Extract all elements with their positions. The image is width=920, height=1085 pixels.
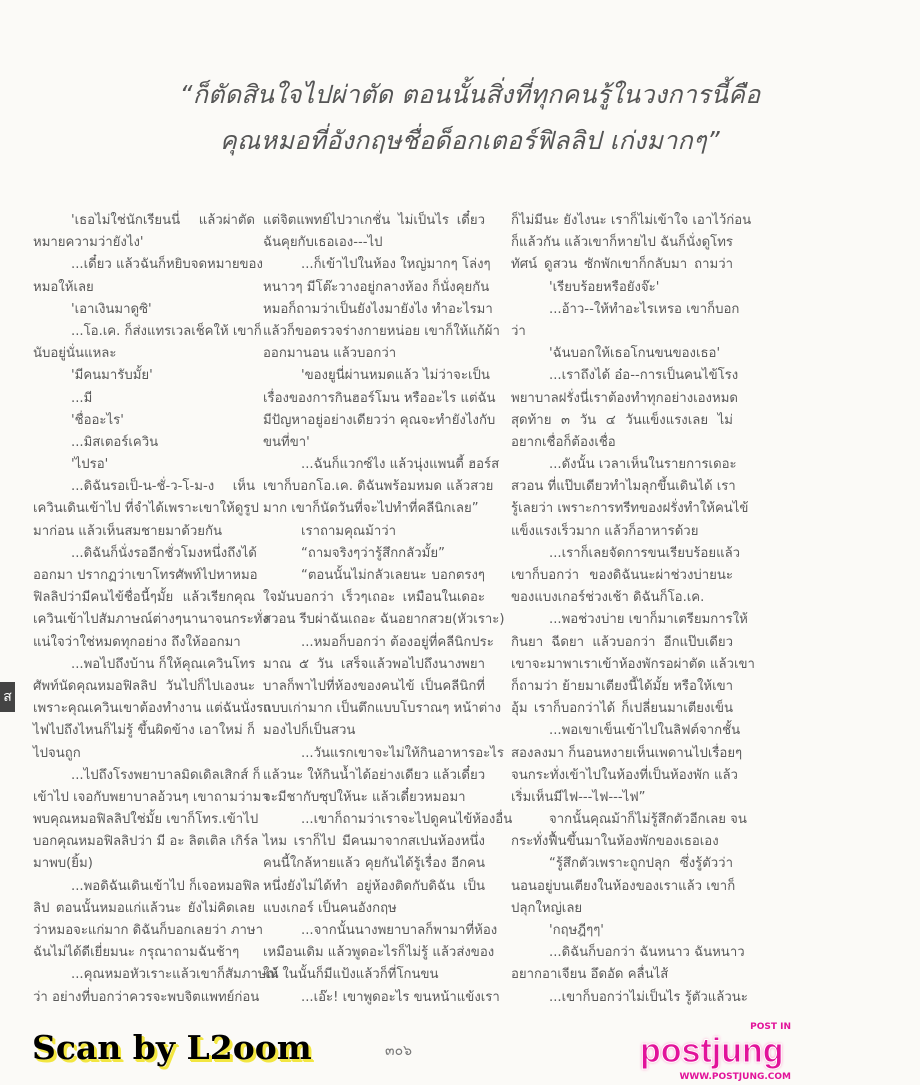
- text-line: ...เดี๋ยว แล้วฉันก็หยิบจดหมายของ: [71, 257, 263, 273]
- text-line: 'ชื่ออะไร': [71, 412, 124, 428]
- text-line: พบคุณหมอฟิลลิปใช่มั้ย เขาก็โทร.เข้าไป: [33, 812, 259, 828]
- text-line: มาพบ(ยิ้ม): [33, 856, 93, 872]
- text-line: ของแบงเกอร์ช่วงเช้า ดิฉันก็โอ.เค.: [511, 590, 705, 606]
- text-line: มาก เขาก็นัดวันที่จะไปทำที่คลีนิกเลย”: [263, 501, 479, 517]
- text-line: พยาบาลฝรั่งนี่เราต้องทำทุกอย่างเองหมด: [511, 390, 738, 406]
- text-line: ...ดิฉันรอเป็-น-ชั่-ว-โ-ม-ง เห็น: [71, 479, 255, 495]
- text-line: 'เรียบร้อยหรือยังจ๊ะ': [549, 279, 660, 295]
- text-line: เริ่มเห็นมีไฟ---ไฟ---ไฟ”: [511, 789, 646, 805]
- article-column-2: [263, 210, 513, 1009]
- text-line: แบงเกอร์ เป็นคนอังกฤษ: [263, 900, 397, 916]
- text-line: 'เธอไม่ใช่นักเรียนนี่ แล้วผ่าตัด: [71, 213, 255, 228]
- text-line: แข็งแรงเร็วมาก แล้วก็อาหารด้วย: [511, 523, 699, 539]
- text-line: เราถามคุณม้าว่า: [301, 523, 397, 539]
- text-line: ...เขาก็บอกว่าไม่เป็นไร รู้ตัวแล้วนะ: [549, 989, 748, 1005]
- text-line: ...ดังนั้น เวลาเห็นในรายการเดอะ: [549, 457, 737, 473]
- page-number: ๓๐๖: [385, 1043, 413, 1059]
- text-line: รู้เลยว่า เพราะการทรีทของฝรั่งทำให้คนไข้: [511, 501, 749, 517]
- postjung-logo-name: postjung: [640, 1032, 784, 1070]
- text-line: ...เอ๊ะ! เขาพูดอะไร ขนหน้าแข้งเรา: [301, 989, 500, 1005]
- text-line: หนึ่งยังไม่ได้ทำ อยู่ห้องติดกับดิฉัน เป็น: [263, 878, 485, 894]
- text-line: แน่ใจว่าใช่หมดทุกอย่าง ถึงให้ออกมา: [33, 634, 241, 650]
- text-line: ไฟไปถึงไหนก็ไม่รู้ ขึ้นผิดข้าง เอาใหม่ ก็: [33, 723, 255, 739]
- text-line: อุ้ม เราก็บอกว่าได้ ก็เปลี่ยนมาเตียงเข็น: [511, 701, 733, 717]
- text-line: 'ฉันบอกให้เธอโกนขนของเธอ': [549, 346, 721, 362]
- text-line: คนนี้ใกล้หายแล้ว คุยกันได้รู้เรื่อง อีกคน: [263, 856, 485, 872]
- text-line: นอนอยู่บนเตียงในห้องของเราแล้ว เขาก็: [511, 878, 736, 894]
- text-line: สุดท้าย ๓ วัน ๔ วันแข็งแรงเลย ไม่: [511, 412, 733, 428]
- text-line: เพราะคุณเควินเขาต้องทำงาน แต่ฉันนั่งรถ: [33, 701, 272, 717]
- text-line: ...วันแรกเขาจะไม่ให้กินอาหารอะไร: [301, 745, 504, 761]
- text-line: ...พอไปถึงบ้าน ก็ให้คุณเควินโทร: [71, 656, 256, 672]
- article-column-1: [33, 210, 279, 1009]
- text-line: ...เราถึงได้ อ๋อ--การเป็นคนไข้โรง: [549, 368, 739, 384]
- text-line: ฟิลลิปว่ามีคนไข้ชื่อนี้ๆมั้ย แล้วเรียกคุณ: [33, 590, 255, 606]
- section-tab: ส: [0, 682, 15, 712]
- text-line: “รู้สึกตัวเพราะถูกปลุก ซึ่งรู้ตัวว่า: [549, 856, 733, 872]
- text-line: แต่จิตแพทย์ไปวาเกชั่น ไม่เป็นไร เดี๋ยว: [263, 213, 485, 228]
- text-line: ไหม เราก็ไป มีคนมาจากสเปนห้องหนึ่ง: [263, 834, 485, 850]
- text-line: เควินเดินเข้าไป ที่จำได้เพราะเขาให้ดูรูป: [33, 501, 259, 517]
- text-line: ลิป ตอนนั้นหมอแก่แล้วนะ ยังไม่คิดเลย: [33, 900, 255, 916]
- text-line: หมายความว่ายังไง': [33, 235, 144, 251]
- text-line: ว่า อย่างที่บอกว่าควรจะพบจิตแพทย์ก่อน: [33, 989, 260, 1005]
- text-line: ...พอช่วงบ่าย เขาก็มาเตรียมการให้: [549, 612, 748, 628]
- text-line: ...คุณหมอหัวเราะแล้วเขาก็สัมภาษณ์: [71, 967, 279, 983]
- text-line: ขนที่ขา': [263, 434, 310, 450]
- text-line: ...ฉันก็แวกซ์ไง แล้วนุ่งแพนตี้ ฮอร์ส: [301, 457, 500, 473]
- text-line: จนกระทั่งเข้าไปในห้องที่เป็นห้องพัก แล้ว: [511, 767, 738, 783]
- text-line: ใจมันบอกว่า เร็วๆเถอะ เหมือนในเดอะ: [263, 590, 485, 606]
- text-line: มาณ ๕ วัน เสร็จแล้วพอไปถึงนางพยา: [263, 656, 485, 672]
- text-line: ...ก็เข้าไปในห้อง ใหญ่มากๆ โล่งๆ: [301, 257, 491, 273]
- text-line: จากนั้นคุณม้าก็ไม่รู้สึกตัวอีกเลย จน: [549, 812, 747, 828]
- text-line: ก็แล้วกัน แล้วเขาก็หายไป ฉันก็นั่งดูโทร: [511, 235, 733, 251]
- text-line: ออกมานอน แล้วบอกว่า: [263, 346, 397, 362]
- text-line: ...มี: [71, 390, 93, 406]
- text-line: หมอให้เลย: [33, 279, 94, 295]
- text-line: มาก่อน แล้วเห็นสมชายมาด้วยกัน: [33, 523, 223, 539]
- postjung-logo-top: POST IN: [750, 1022, 791, 1032]
- text-line: 'ไปรอ': [71, 457, 109, 473]
- text-line: ไปจนถูก: [33, 745, 81, 761]
- text-line: 'มีคนมารับมั้ย': [71, 368, 153, 384]
- article-column-3: [511, 210, 755, 1009]
- text-line: 'ของยูนี่ผ่านหมดแล้ว ไม่ว่าจะเป็น: [301, 368, 490, 384]
- text-line: เขาก็บอกว่า ของดิฉันนะผ่าช่วงบ่ายนะ: [511, 568, 733, 583]
- text-line: อยากเชื่อก็ต้องเชื่อ: [511, 434, 616, 450]
- text-line: ...ดิฉันก็นั่งรออีกชั่วโมงหนึ่งถึงได้: [71, 545, 257, 561]
- pull-quote-line-1: “ก็ตัดสินใจไปผ่าตัด ตอนนั้นสิ่งที่ทุกคนรู้ในวงการนี้คือ: [179, 80, 761, 109]
- text-line: มองไปก็เป็นสวน: [263, 723, 356, 739]
- text-line: ออกมา ปรากฏว่าเขาโทรศัพท์ไปหาหมอ: [33, 568, 258, 583]
- text-line: ...มิสเตอร์เควิน: [71, 434, 159, 450]
- text-line: เขาก็บอกโอ.เค. ดิฉันพร้อมหมด แล้วสวย: [263, 479, 494, 495]
- text-line: บอกคุณหมอฟิลลิปว่า มี อะ ลิตเติล เกิร์ล: [33, 834, 259, 850]
- pull-quote-line-2: คุณหมอที่อังกฤษชื่อด็อกเตอร์ฟิลลิป เก่งมากๆ”: [220, 126, 720, 155]
- text-line: หนาวๆ มีโต๊ะวางอยู่กลางห้อง ก็นั่งคุยกัน: [263, 279, 490, 295]
- text-line: ...โอ.เค. ก็ส่งแทรเวลเช็คให้ เขาก็: [71, 323, 262, 339]
- text-line: ...พอดิฉันเดินเข้าไป ก็เจอหมอฟิล: [71, 878, 260, 894]
- text-line: ...หมอก็บอกว่า ต้องอยู่ที่คลีนิกประ: [301, 634, 494, 650]
- text-line: 'กฤษฎีๆๆ': [549, 923, 604, 938]
- text-line: “ตอนนั้นไม่กลัวเลยนะ บอกตรงๆ: [301, 568, 485, 583]
- text-line: เหมือนเดิม แล้วพูดอะไรก็ไม่รู้ แล้วส่งของ: [263, 945, 495, 961]
- text-line: แล้วนะ ให้กินน้ำได้อย่างเดียว แล้วเดี๋ยว: [263, 767, 486, 783]
- text-line: ...เขาก็ถามว่าเราจะไปดูคนไข้ห้องอื่น: [301, 812, 513, 828]
- text-line: ฉันไม่ได้ดีเยี่ยมนะ กรุณาถามฉันช้าๆ: [33, 945, 240, 961]
- text-line: อยากอาเจียน อึดอัด คลื่นไส้: [511, 967, 669, 983]
- text-line: ...พอเขาเข็นเข้าไปในลิฟต์จากชั้น: [549, 723, 741, 739]
- text-line: แล้วก็ขอตรวจร่างกายหน่อย เขาก็ให้แก้ผ้า: [263, 323, 500, 339]
- text-line: สวอน ที่แป๊บเดียวทำไมลุกขึ้นเดินได้ เรา: [511, 479, 736, 495]
- postjung-logo: [640, 1022, 795, 1084]
- text-line: ฉันคุยกับเธอเอง---ไป: [263, 235, 383, 251]
- postjung-logo-url: WWW.POSTJUNG.COM: [679, 1072, 791, 1082]
- text-line: ศัพท์นัดคุณหมอฟิลลิป วันไปก็ไปเองนะ: [33, 678, 255, 694]
- text-line: ...เราก็เลยจัดการขนเรียบร้อยแล้ว: [549, 545, 741, 561]
- text-line: เข้าไป เจอกับพยาบาลอ้วนๆ เขาถามว่ามา: [33, 789, 269, 805]
- text-line: เควินเข้าไปสัมภาษณ์ต่างๆนานาจนกระทั่ง: [33, 612, 269, 628]
- text-line: ทัศน์ ดูสวน ซักพักเขาก็กลับมา ถามว่า: [511, 257, 733, 273]
- text-line: กินยา ฉีดยา แล้วบอกว่า อีกแป๊บเดียว: [511, 634, 733, 650]
- text-line: กระทั่งฟื้นขึ้นมาในห้องพักของเธอเอง: [511, 834, 719, 850]
- text-line: 'เอาเงินมาดูซิ': [71, 301, 152, 317]
- text-line: ...จากนั้นนางพยาบาลก็พามาที่ห้อง: [301, 923, 498, 938]
- text-line: ก็ไม่มีนะ ยังไงนะ เราก็ไม่เข้าใจ เอาไว้ก่อน: [511, 213, 752, 228]
- text-line: นับอยู่นั่นแหละ: [33, 346, 117, 362]
- scan-watermark: Scan by L2oom: [32, 1028, 312, 1067]
- text-line: หมอก็ถามว่าเป็นยังไงมายังไง ทำอะไรมา: [263, 301, 493, 317]
- text-line: ...ไปถึงโรงพยาบาลมิดเดิลเสิกส์ ก็: [71, 767, 261, 783]
- text-line: ว่าหมอจะแก่มาก ดิฉันก็บอกเลยว่า ภาษา: [33, 923, 264, 938]
- text-line: ให้ ในนั้นก็มีแป้งแล้วก็ที่โกนขน: [263, 967, 439, 983]
- text-line: “ถามจริงๆว่ารู้สึกกลัวมั้ย”: [301, 545, 445, 561]
- text-line: ก็ถามว่า ย้ายมาเตียงนี้ได้มั้ย หรือให้เขา: [511, 678, 733, 694]
- text-line: ...ดิฉันก็บอกว่า ฉันหนาว ฉันหนาว: [549, 945, 745, 961]
- text-line: มีปัญหาอยู่อย่างเดียวว่า คุณจะทำยังไงกับ: [263, 412, 496, 428]
- text-line: ว่า: [511, 323, 526, 339]
- text-line: สวอน รีบผ่าฉันเถอะ ฉันอยากสวย(หัวเราะ): [263, 612, 505, 628]
- text-line: เขาจะมาพาเราเข้าห้องพักรอผ่าตัด แล้วเขา: [511, 656, 755, 672]
- text-line: สองลงมา ก็นอนหงายเห็นเพดานไปเรื่อยๆ: [511, 745, 743, 761]
- text-line: แบบเก่ามาก เป็นตึกแบบโบราณๆ หน้าต่าง: [263, 701, 502, 717]
- text-line: ...อ้าว--ให้ทำอะไรเหรอ เขาก็บอก: [549, 301, 740, 317]
- text-line: เรื่องของการกินฮอร์โมน หรืออะไร แต่ฉัน: [263, 390, 496, 406]
- text-line: ปลุกใหญ่เลย: [511, 900, 583, 916]
- text-line: จะมีชากับซุปให้นะ แล้วเดี๋ยวหมอมา: [263, 789, 466, 805]
- text-line: บาลก็พาไปที่ห้องของคนไข้ เป็นคลีนิกที่: [263, 678, 485, 694]
